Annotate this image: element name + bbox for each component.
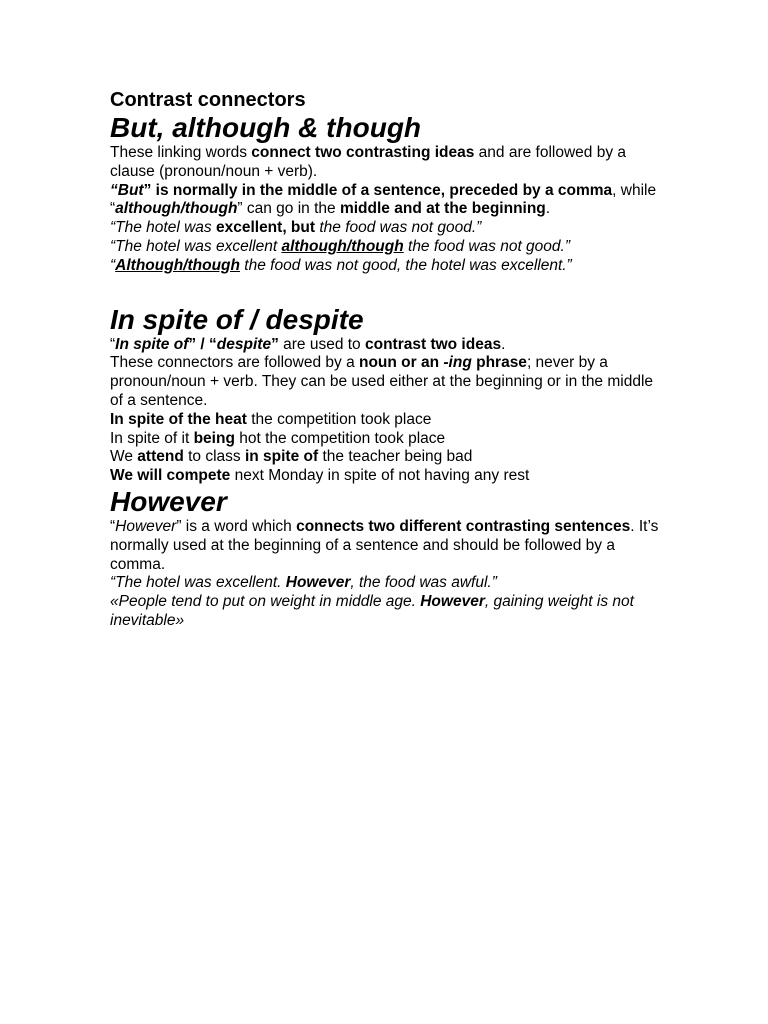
section-heading: But, although & though: [110, 112, 422, 143]
text-run: We: [110, 448, 138, 466]
paragraph: [110, 593, 670, 631]
text-run: -ing: [443, 354, 472, 372]
paragraph: [110, 448, 670, 467]
text-run: the teacher being bad: [318, 448, 473, 466]
document-body: [110, 112, 670, 631]
section-spacer: [110, 276, 670, 304]
paragraph: [110, 430, 670, 449]
text-run: “: [110, 335, 116, 353]
text-run: the competition took place: [246, 410, 432, 428]
text-run: , the food was awful.”: [350, 574, 497, 592]
text-run: attend: [137, 448, 184, 466]
section-but-although-though: [110, 112, 670, 276]
text-run: connect two contrasting ideas: [251, 144, 475, 161]
text-run: “The hotel was excellent: [110, 237, 282, 255]
document-page: [110, 88, 670, 631]
text-run: ” can go in the: [237, 200, 340, 218]
text-run: the food was not good, the hotel was excellent.”: [239, 256, 572, 274]
text-run: , gaining weight is not inevitable»: [110, 593, 634, 629]
text-run: although/though: [281, 237, 404, 255]
text-run: .: [545, 200, 551, 218]
section-heading: However: [110, 485, 227, 517]
text-run: the food was not good.”: [403, 237, 571, 255]
text-run: middle and at the beginning: [339, 200, 546, 218]
text-run: to class: [183, 448, 245, 466]
text-run: in spite of: [244, 448, 319, 466]
document-title: Contrast connectors: [110, 89, 306, 111]
text-run: ” is normally in the middle of a sentence, preceded by a comma: [143, 181, 613, 199]
text-run: next Monday in spite of not having any rest: [230, 467, 530, 485]
paragraph: [110, 467, 670, 486]
paragraph: [110, 219, 670, 238]
text-run: . It’s normally used at the beginning of a sentence and should be followed by a comma.: [110, 517, 659, 573]
text-run: “: [110, 517, 116, 535]
text-run: However: [420, 593, 485, 611]
section-however: [110, 486, 670, 631]
text-run: are used to: [278, 335, 365, 353]
paragraph: [110, 336, 670, 355]
text-run: ” / “: [188, 335, 217, 353]
text-run: However: [115, 517, 177, 535]
paragraph: [110, 144, 670, 182]
text-run: excellent, but: [215, 219, 316, 237]
text-run: ”: [271, 335, 279, 353]
text-run: phrase: [471, 354, 527, 372]
text-run: connects two different contrasting sentences: [296, 517, 631, 535]
text-run: ; never by a pronoun/noun + verb. They can be used either at the beginning or in the middle of a sentence.: [110, 354, 654, 409]
text-run: and are followed by a clause (pronoun/noun + verb).: [110, 144, 627, 180]
paragraph: [110, 518, 670, 574]
text-run: In spite of the heat: [110, 410, 247, 428]
text-run: «People tend to put on weight in middle age.: [110, 593, 421, 611]
text-run: These linking words: [110, 144, 252, 161]
text-run: ” is a word which: [176, 517, 297, 535]
section-in-spite-of-despite: [110, 304, 670, 486]
text-run: .: [501, 335, 506, 353]
text-run: “The hotel was: [110, 219, 216, 237]
text-run: the food was not good.”: [315, 219, 482, 237]
text-run: hot the competition took place: [234, 429, 446, 447]
paragraph: [110, 354, 670, 410]
text-run: We will compete: [110, 467, 231, 485]
text-run: noun or an: [359, 354, 444, 372]
text-run: “The hotel was excellent.: [110, 574, 286, 592]
paragraph: [110, 411, 670, 430]
text-run: In spite of it: [110, 429, 194, 447]
text-run: although/though: [115, 200, 238, 218]
text-run: However: [285, 574, 351, 592]
text-run: “: [110, 256, 116, 274]
paragraph: [110, 574, 670, 593]
section-heading: In spite of / despite: [110, 303, 364, 335]
paragraph: [110, 238, 670, 257]
text-run: , while “: [110, 181, 657, 218]
text-run: “But: [110, 181, 144, 199]
text-run: In spite of: [115, 335, 189, 353]
paragraph: [110, 182, 670, 220]
text-run: These connectors are followed by a: [110, 354, 359, 372]
text-run: being: [193, 429, 235, 447]
text-run: despite: [216, 335, 272, 353]
text-run: contrast two ideas: [364, 335, 502, 353]
text-run: Although/though: [115, 256, 240, 274]
paragraph: [110, 257, 670, 276]
